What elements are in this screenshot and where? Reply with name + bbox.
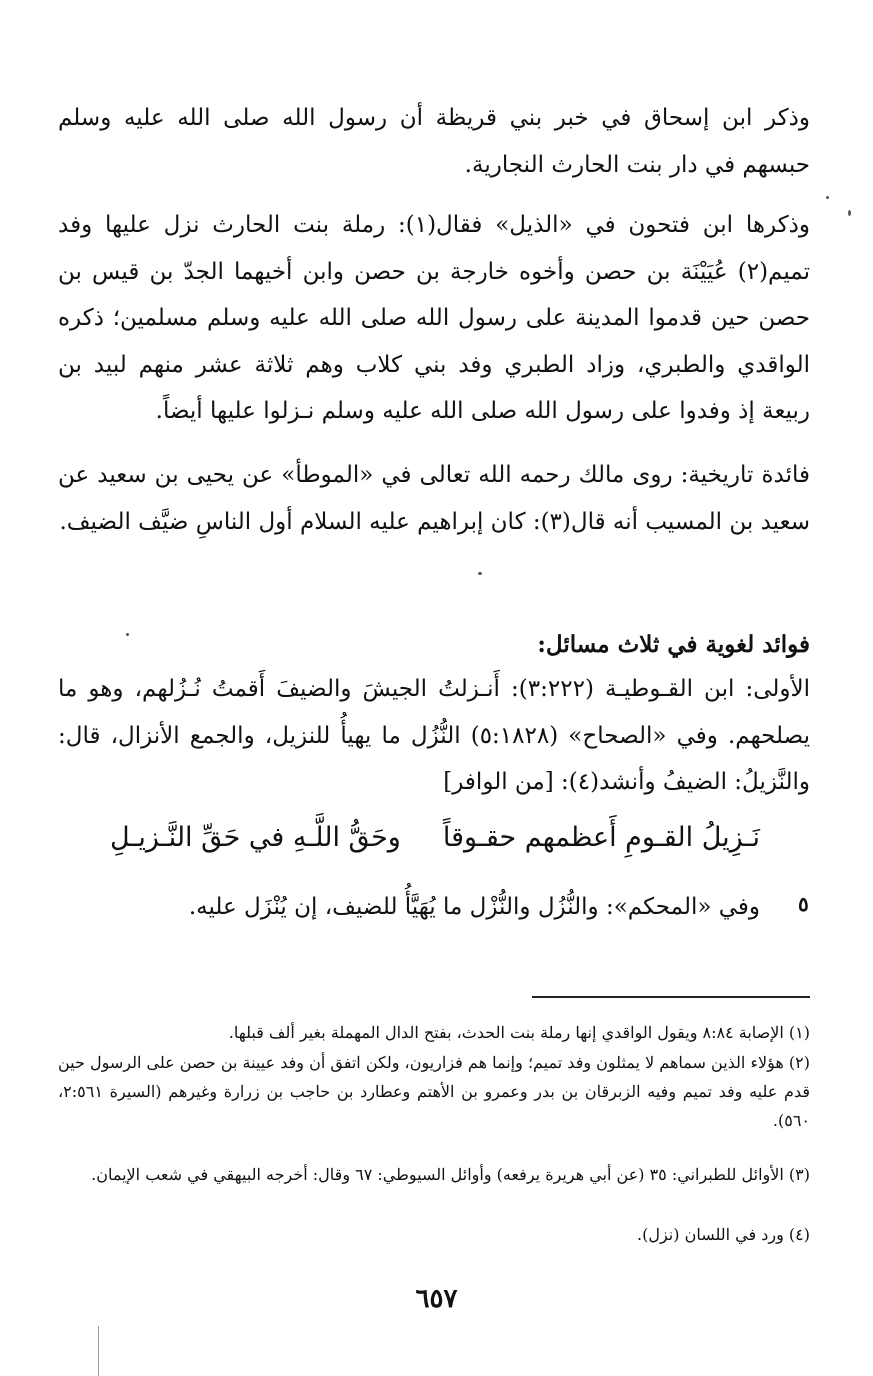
footnote-separator bbox=[532, 996, 810, 998]
poetry-verse bbox=[110, 822, 760, 870]
paragraph-first-issue: الأولى: ابن القـوطيـة (٣:٢٢٢): أَنـزلتُ الجيشَ والضيفَ أَقمتُ نُـزُلهم، وهو ما يصلحهم. وفي «الصحاح» (٥:١٨٢٨) النُّزُل ما يهيأُ للنزيل، والجمع الأنزال، قال: والنَّزيلُ: الضيفُ وأنشد(٤): [من الوافر] bbox=[58, 676, 810, 795]
scan-speck bbox=[848, 210, 851, 216]
verse-first-hemistich: نَـزِيلُ القـومِ أَعظمهم حقـوقاً bbox=[442, 822, 760, 853]
scan-edge-mark bbox=[98, 1326, 99, 1376]
section-heading-linguistic: فوائد لغوية في ثلاث مسائل: bbox=[537, 631, 810, 658]
paragraph-muhkam: وفي «المحكم»: والنُّزُل والنُّزْل ما يُهَيَّأُ للضيف، إن يُنْزَل عليه. bbox=[188, 894, 760, 920]
footnote-3: (٣) الأوائل للطبراني: ٣٥ (عن أبي هريرة يرفعه) وأوائل السيوطي: ٦٧ وقال: أخرجه البيهقي في شعب الإيمان. bbox=[91, 1165, 810, 1184]
footnote-1: (١) الإصابة ٨:٨٤ ويقول الواقدي إنها رملة بنت الحدث، بفتح الدال المهملة بغير ألف قبلها. bbox=[228, 1023, 810, 1042]
scan-speck bbox=[126, 633, 129, 636]
footnote-4: (٤) ورد في اللسان (نزل). bbox=[637, 1225, 810, 1244]
margin-line-number: ٥ bbox=[798, 892, 809, 916]
page-number: ٦٥٧ bbox=[415, 1284, 458, 1314]
verse-second-hemistich: وحَقُّ اللَّـهِ في حَقِّ النَّـزيـلِ bbox=[110, 822, 401, 853]
scan-speck bbox=[826, 196, 829, 199]
paragraph-historical-note: فائدة تاريخية: روى مالك رحمه الله تعالى في «الموطأ» عن يحيى بن سعيد عن سعيد بن المسيب أنه قال(٣): كان إبراهيم عليه السلام أول الناسِ ضيَّف الضيف. bbox=[58, 462, 810, 535]
paragraph-ibn-fathun: وذكرها ابن فتحون في «الذيل» فقال(١): رملة بنت الحارث نزل عليها وفد تميم(٢) عُيَيْنَة بن حصن وأخوه خارجة بن حصن وابن أخيهما الجدّ بن قيس بن حصن حين قدموا المدينة على رسول الله صلى الله عليه وسلم مسلمين؛ ذكره الواقدي والطبري، وزاد الطبري وفد بني كلاب وهم ثلاثة عشر منهم لبيد بن ربيعة إذ وفدوا على رسول الله صلى الله عليه وسلم نـزلوا عليها أيضاً. bbox=[58, 212, 810, 424]
paragraph-ibn-ishaq: وذكر ابن إسحاق في خبر بني قريظة أن رسول الله صلى الله عليه وسلم حبسهم في دار بنت الحارث النجارية. bbox=[58, 105, 810, 178]
footnote-2: (٢) هؤلاء الذين سماهم لا يمثلون وفد تميم؛ وإنما هم فزاريون، ولكن اتفق أن وفد عيينة بن حصن على الرسول حين قدم عليه وفد تميم وفيه الزبرقان بن بدر وعمرو بن الأهتم وعطارد بن حاجب بن زرارة وغيرهم (السيرة ٢:٥٦١، ٥٦٠). bbox=[58, 1053, 810, 1130]
scan-speck bbox=[478, 572, 482, 575]
